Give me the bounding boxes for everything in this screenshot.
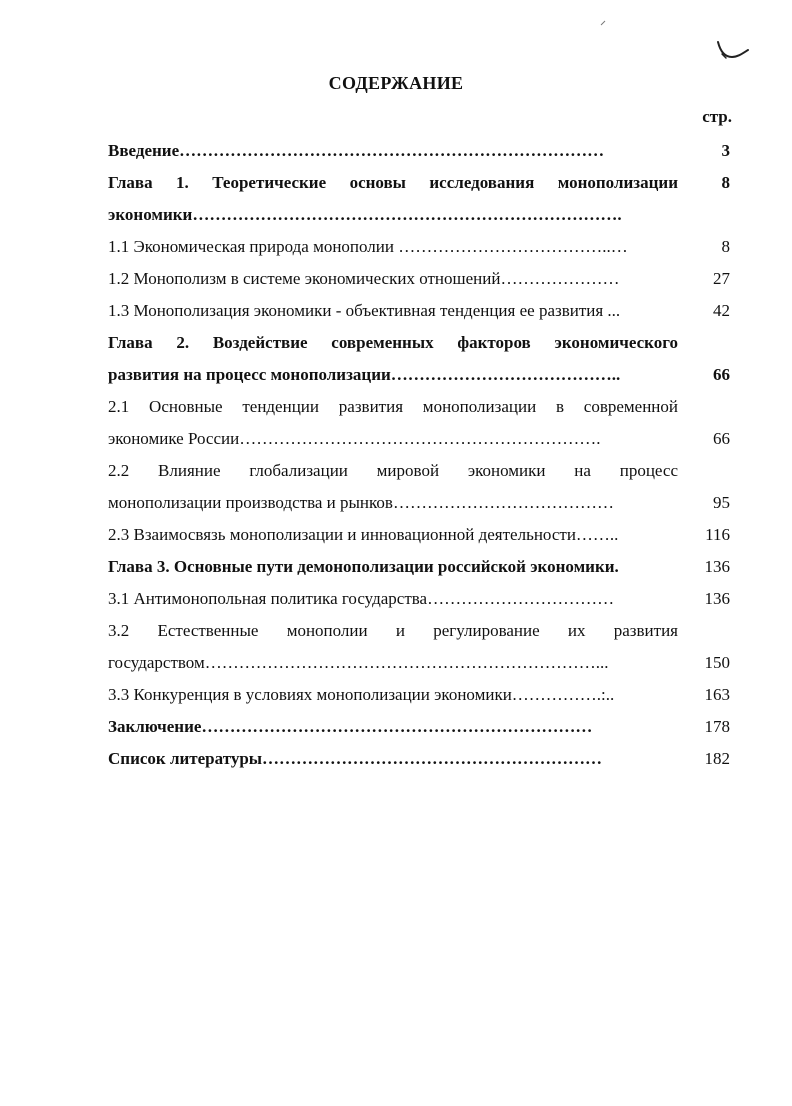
toc-entry xyxy=(108,551,730,583)
toc-entry-text: Глава 3. Основные пути демонополизации российской экономики. xyxy=(108,557,619,576)
toc-entry xyxy=(108,679,730,711)
toc-page-number: 116 xyxy=(705,525,730,544)
toc-entry-text: Введение………………………………………………………………… xyxy=(108,141,605,160)
toc-page-number: 95 xyxy=(713,493,730,512)
page-column-header: стр. xyxy=(702,107,732,126)
toc-page-number: 136 xyxy=(704,589,730,608)
toc-entry-text: развития на процесс монополизации………………………………….. xyxy=(108,365,621,384)
toc-entry-text: экономике России………………………………………………………. xyxy=(108,429,601,448)
toc-entry-text: государством……………………………………………………………... xyxy=(108,653,609,672)
toc-entry xyxy=(108,295,730,327)
toc-entry-text: экономики…………………………………………………………………. xyxy=(108,205,622,224)
toc-page-number: 3 xyxy=(721,141,730,160)
toc-entry xyxy=(108,135,730,167)
toc-page-number: 66 xyxy=(713,365,730,384)
toc-page-number: 150 xyxy=(704,653,730,672)
toc-page-number: 8 xyxy=(721,237,730,256)
toc-page-number: 66 xyxy=(713,429,730,448)
toc-entry xyxy=(108,167,730,231)
toc-page-number: 136 xyxy=(704,557,730,576)
toc-entry xyxy=(108,615,730,679)
toc-entry-text: Список литературы…………………………………………………… xyxy=(108,749,603,768)
toc-page-number: 163 xyxy=(704,685,730,704)
toc-page-number: 182 xyxy=(704,749,730,768)
scan-speck-icon xyxy=(600,20,606,26)
toc-entry-text: 3.3 Конкуренция в условиях монополизации экономики…………….:.. xyxy=(108,685,615,704)
toc-entry-text: 2.2 Влияние глобализации мировой экономики на процесс xyxy=(108,461,678,480)
toc-entry-text: 1.2 Монополизм в системе экономических отношений………………… xyxy=(108,269,620,288)
toc-entry-text: 1.3 Монополизация экономики - объективная тенденция ее развития ... xyxy=(108,301,621,320)
toc-entry-text: 2.1 Основные тенденции развития монополизации в современной xyxy=(108,397,678,416)
toc-entry xyxy=(108,583,730,615)
toc-entry-text: 3.2 Естественные монополии и регулирование их развития xyxy=(108,621,678,640)
toc-entry-text: Глава 2. Воздействие современных факторов экономического xyxy=(108,333,678,352)
toc-entry-text: 1.1 Экономическая природа монополии ………………………………..… xyxy=(108,237,628,256)
toc-entry xyxy=(108,263,730,295)
table-of-contents xyxy=(108,135,730,775)
page-title: СОДЕРЖАНИЕ xyxy=(328,73,464,93)
toc-entry xyxy=(108,327,730,391)
toc-entry-text: Заключение…………………………………………………………… xyxy=(108,717,593,736)
toc-page-number: 42 xyxy=(713,301,730,320)
toc-entry xyxy=(108,519,730,551)
toc-entry xyxy=(108,455,730,519)
toc-entry xyxy=(108,743,730,775)
toc-page-number: 178 xyxy=(704,717,730,736)
toc-entry-text: Глава 1. Теоретические основы исследования монополизации xyxy=(108,173,678,192)
toc-entry xyxy=(108,711,730,743)
toc-entry-text: 3.1 Антимонопольная политика государства…………………………… xyxy=(108,589,615,608)
toc-entry xyxy=(108,231,730,263)
toc-entry-text: монополизации производства и рынков………………………………… xyxy=(108,493,614,512)
toc-entry xyxy=(108,391,730,455)
toc-page-number: 8 xyxy=(721,173,730,192)
toc-entry-text: 2.3 Взаимосвязь монополизации и инновационной деятельности…….. xyxy=(108,525,619,544)
toc-page-number: 27 xyxy=(713,269,730,288)
handwritten-mark-icon xyxy=(712,38,752,64)
